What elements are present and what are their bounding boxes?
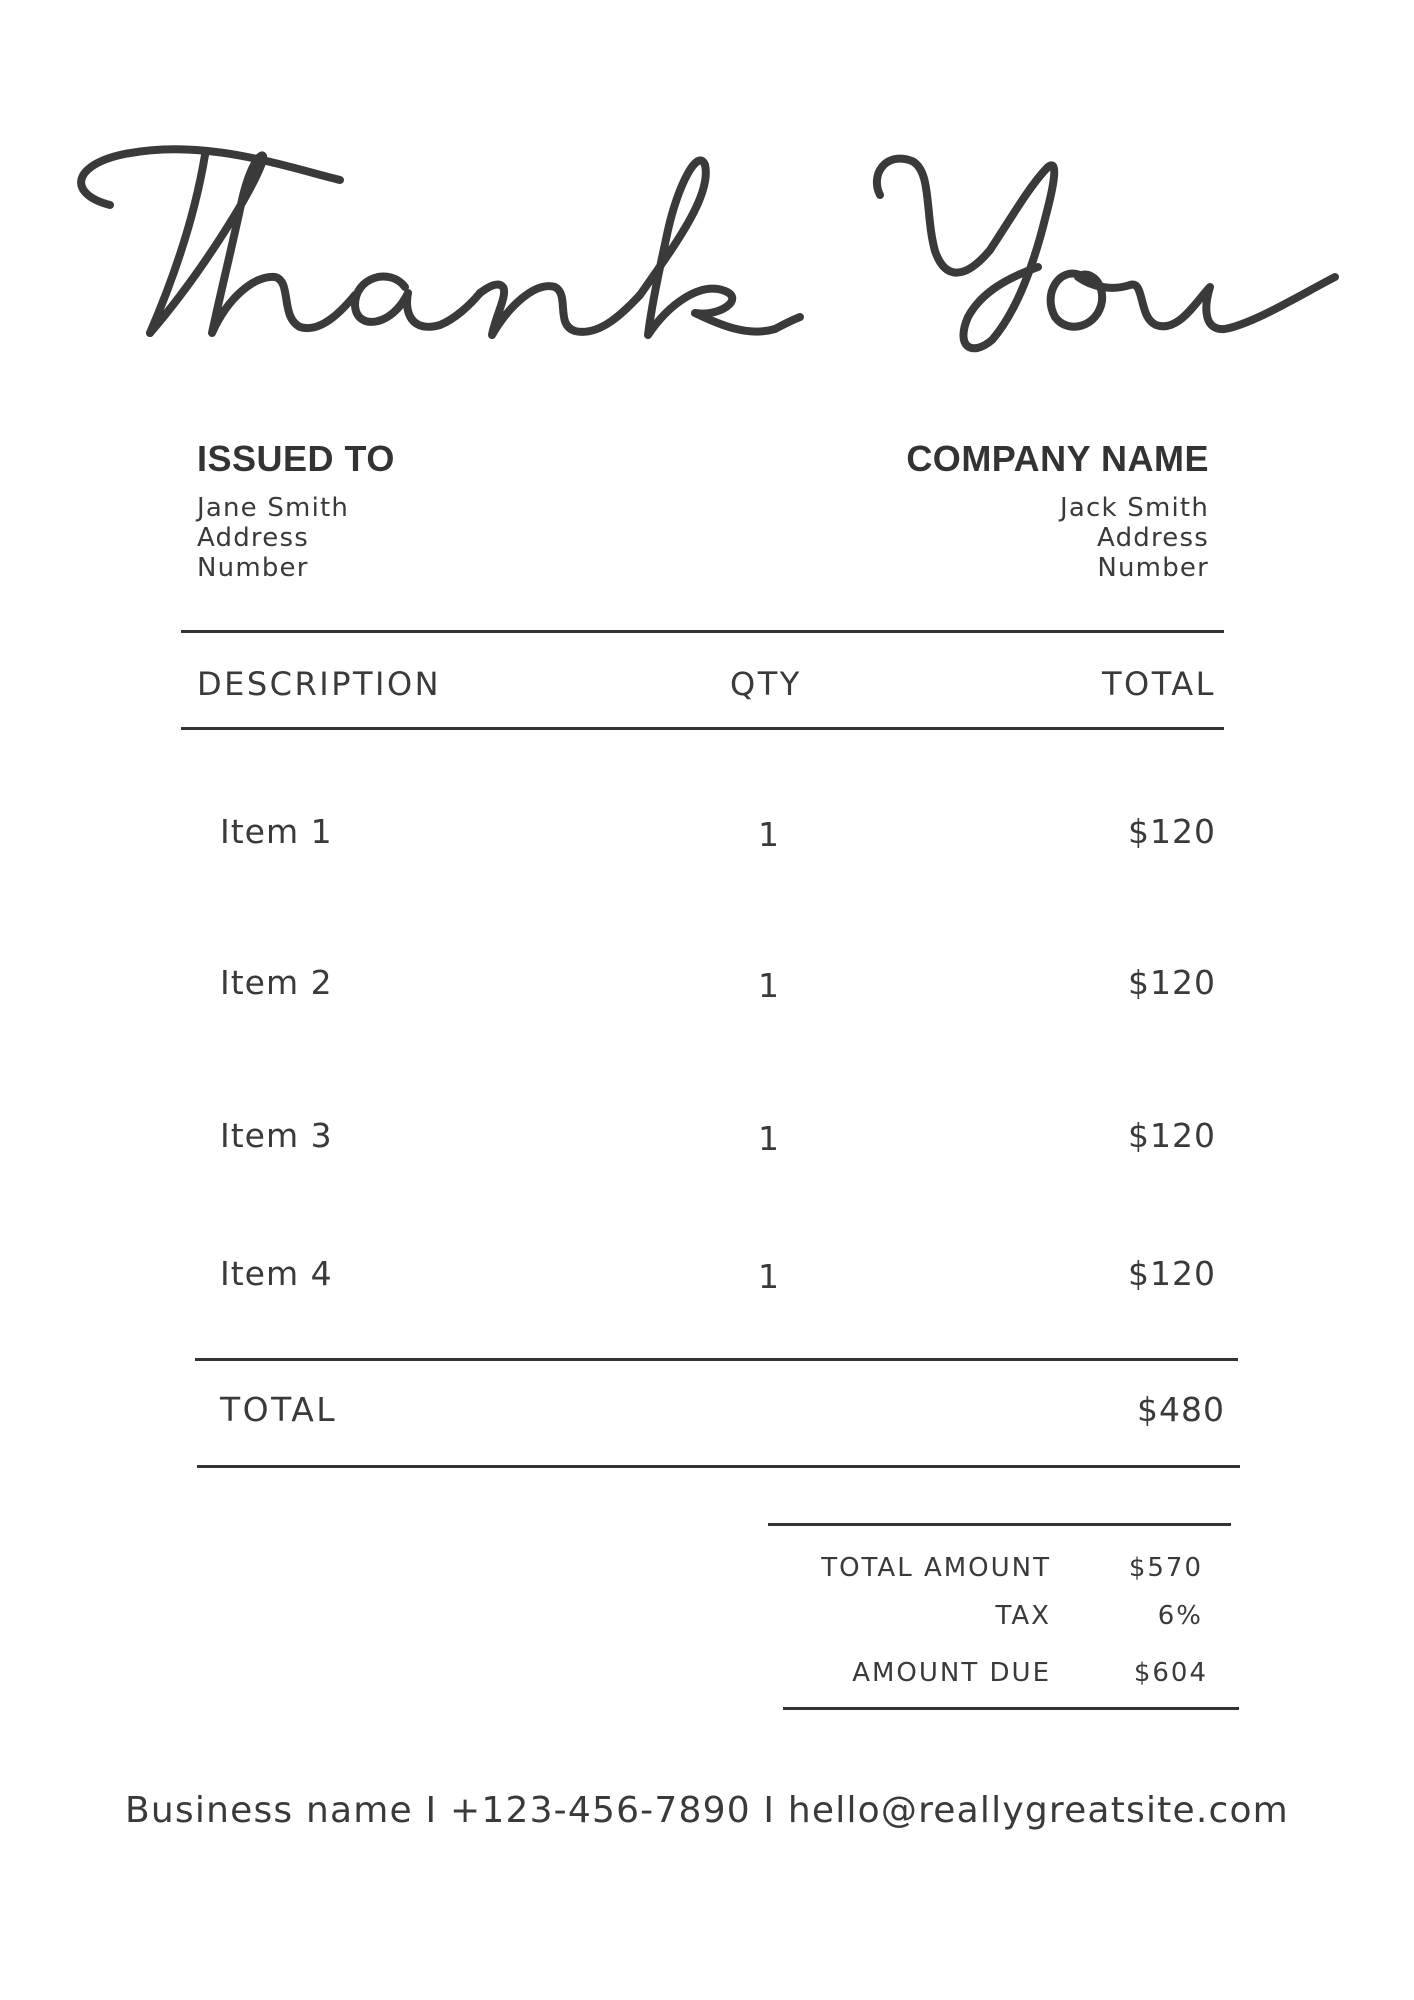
issued-to-heading: ISSUED TO	[197, 438, 395, 479]
header-top-rule	[181, 630, 1224, 633]
summary-top-rule	[768, 1523, 1231, 1526]
row-description: Item 3	[220, 1116, 333, 1155]
issued-to-address: Address	[197, 523, 309, 553]
column-header-total: TOTAL	[1101, 665, 1216, 703]
column-header-qty: QTY	[730, 665, 802, 703]
tax-label: TAX	[995, 1601, 1051, 1631]
row-total: $120	[1128, 963, 1216, 1002]
total-top-rule	[195, 1358, 1238, 1361]
amount-due-value: $604	[1133, 1658, 1208, 1688]
row-qty: 1	[758, 1257, 780, 1296]
company-name-heading: COMPANY NAME	[906, 438, 1209, 479]
total-amount-value: $570	[1128, 1553, 1203, 1583]
company-contact-name: Jack Smith	[1060, 493, 1209, 523]
total-amount-label: TOTAL AMOUNT	[821, 1553, 1051, 1583]
issued-to-number: Number	[197, 553, 309, 583]
total-label: TOTAL	[220, 1390, 338, 1429]
thank-you-heading	[0, 55, 1414, 355]
total-value: $480	[1137, 1390, 1225, 1429]
header-bottom-rule	[181, 727, 1224, 730]
thank-you-script-art	[0, 55, 1414, 355]
footer-contact: Business name I +123-456-7890 I hello@reallygreatsite.com	[125, 1790, 1289, 1831]
company-address: Address	[1097, 523, 1209, 553]
row-qty: 1	[758, 1119, 780, 1158]
issued-to-name: Jane Smith	[197, 493, 350, 523]
total-bottom-rule	[197, 1465, 1240, 1468]
row-total: $120	[1128, 812, 1216, 851]
row-total: $120	[1128, 1254, 1216, 1293]
row-description: Item 4	[220, 1254, 333, 1293]
row-qty: 1	[758, 815, 780, 854]
tax-value: 6%	[1157, 1601, 1203, 1631]
row-description: Item 1	[220, 812, 333, 851]
amount-due-label: AMOUNT DUE	[852, 1658, 1051, 1688]
summary-bottom-rule	[783, 1707, 1239, 1710]
row-qty: 1	[758, 966, 780, 1005]
issued-to-details	[197, 493, 349, 583]
row-total: $120	[1128, 1116, 1216, 1155]
company-number: Number	[1097, 553, 1209, 583]
column-header-description: DESCRIPTION	[197, 665, 442, 703]
company-details	[1060, 493, 1209, 583]
row-description: Item 2	[220, 963, 333, 1002]
